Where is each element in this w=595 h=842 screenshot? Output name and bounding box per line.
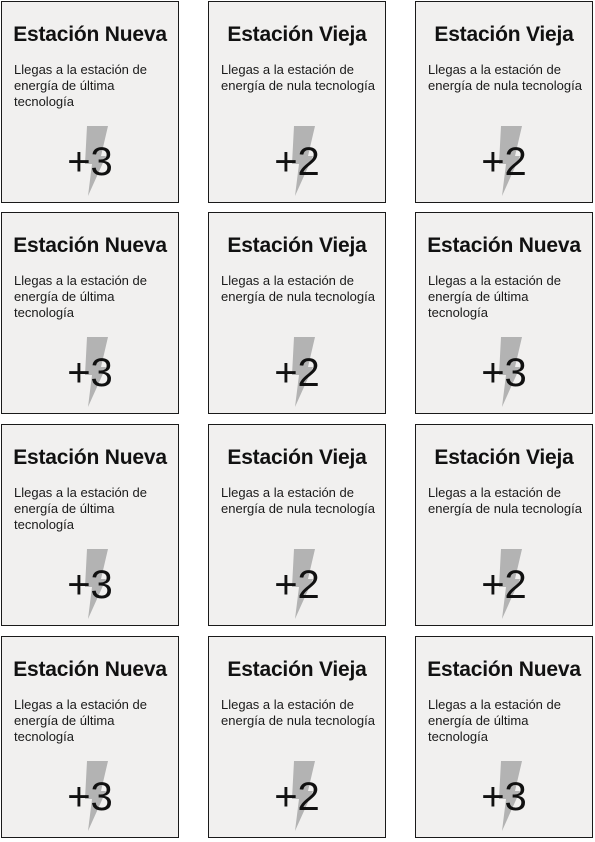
card-title: Estación Vieja (434, 23, 574, 46)
card-value: +3 (481, 351, 527, 395)
card-title: Estación Nueva (13, 234, 167, 257)
card-estacion-nueva[interactable] (415, 636, 593, 838)
card-description: Llegas a la estación de energía de última tecnología (14, 697, 147, 744)
card-title: Estación Nueva (13, 446, 167, 469)
card-estacion-nueva[interactable] (415, 212, 593, 414)
card-description: Llegas a la estación de energía de nula tecnología (428, 62, 582, 93)
card-value: +3 (67, 563, 113, 607)
card-description: Llegas a la estación de energía de última tecnología (428, 273, 561, 320)
card-estacion-vieja[interactable] (208, 636, 386, 838)
card-value: +3 (67, 351, 113, 395)
card-description: Llegas a la estación de energía de nula tecnología (221, 273, 375, 304)
card-title: Estación Vieja (434, 446, 574, 469)
card-description: Llegas a la estación de energía de última tecnología (14, 485, 147, 532)
card-description: Llegas a la estación de energía de nula tecnología (428, 485, 582, 516)
card-title: Estación Vieja (227, 658, 367, 681)
card-description: Llegas a la estación de energía de última tecnología (14, 273, 147, 320)
card-value: +2 (481, 563, 527, 607)
card-description: Llegas a la estación de energía de última tecnología (428, 697, 561, 744)
card-estacion-vieja[interactable] (208, 1, 386, 203)
card-title: Estación Vieja (227, 446, 367, 469)
card-value: +2 (274, 140, 320, 184)
card-title: Estación Nueva (13, 23, 167, 46)
card-estacion-vieja[interactable] (208, 212, 386, 414)
card-value: +3 (67, 775, 113, 819)
card-estacion-vieja[interactable] (415, 424, 593, 626)
card-title: Estación Nueva (427, 658, 581, 681)
card-estacion-nueva[interactable] (1, 636, 179, 838)
card-value: +2 (274, 563, 320, 607)
card-value: +2 (274, 351, 320, 395)
card-description: Llegas a la estación de energía de nula tecnología (221, 62, 375, 93)
card-value: +3 (481, 775, 527, 819)
card-estacion-nueva[interactable] (1, 424, 179, 626)
card-value: +3 (67, 140, 113, 184)
card-description: Llegas a la estación de energía de última tecnología (14, 62, 147, 109)
card-title: Estación Nueva (427, 234, 581, 257)
card-title: Estación Vieja (227, 23, 367, 46)
card-estacion-vieja[interactable] (208, 424, 386, 626)
card-estacion-nueva[interactable] (1, 1, 179, 203)
card-estacion-nueva[interactable] (1, 212, 179, 414)
card-estacion-vieja[interactable] (415, 1, 593, 203)
card-title: Estación Nueva (13, 658, 167, 681)
card-description: Llegas a la estación de energía de nula tecnología (221, 697, 375, 728)
card-value: +2 (274, 775, 320, 819)
card-value: +2 (481, 140, 527, 184)
card-description: Llegas a la estación de energía de nula tecnología (221, 485, 375, 516)
card-title: Estación Vieja (227, 234, 367, 257)
